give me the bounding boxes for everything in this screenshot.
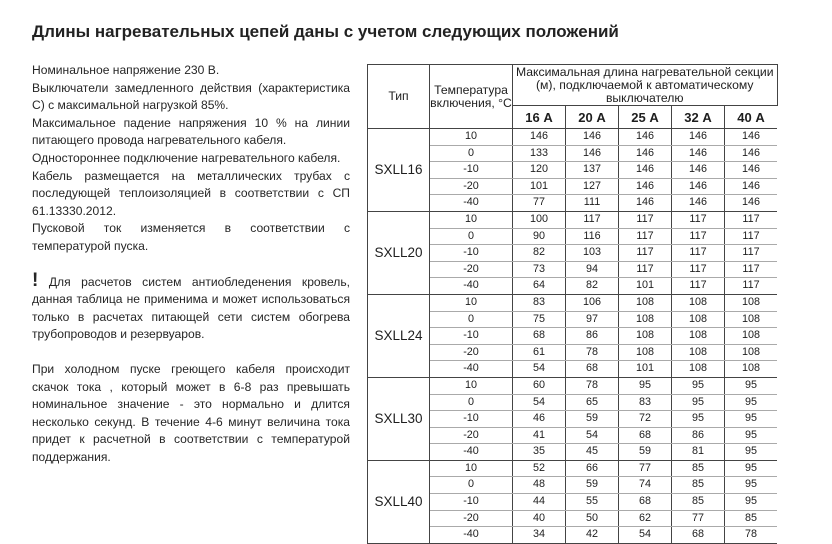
- table-row: [368, 460, 778, 477]
- length-cell: 117: [725, 278, 778, 295]
- length-cell: 86: [566, 328, 619, 345]
- note-warning: [32, 269, 350, 344]
- length-cell: 117: [619, 261, 672, 278]
- table-row: [368, 228, 778, 245]
- length-cell: 68: [619, 427, 672, 444]
- length-cell: 41: [513, 427, 566, 444]
- amp-header: 16 А: [513, 106, 566, 129]
- temperature-cell: 10: [430, 294, 513, 311]
- length-cell: 146: [672, 145, 725, 162]
- length-cell: 85: [672, 460, 725, 477]
- length-cell: 108: [672, 328, 725, 345]
- length-cell: 146: [619, 145, 672, 162]
- temperature-cell: 10: [430, 460, 513, 477]
- length-cell: 94: [566, 261, 619, 278]
- length-cell: 117: [566, 211, 619, 228]
- table-row: [368, 411, 778, 428]
- length-cell: 85: [672, 477, 725, 494]
- length-cell: 40: [513, 510, 566, 527]
- length-cell: 78: [725, 527, 778, 544]
- temperature-cell: 10: [430, 129, 513, 146]
- table-row: [368, 427, 778, 444]
- length-cell: 106: [566, 294, 619, 311]
- length-cell: 82: [566, 278, 619, 295]
- length-cell: 108: [725, 328, 778, 345]
- length-cell: 66: [566, 460, 619, 477]
- table-row: [368, 261, 778, 278]
- length-cell: 59: [566, 411, 619, 428]
- temperature-cell: 10: [430, 377, 513, 394]
- length-cell: 59: [619, 444, 672, 461]
- length-cell: 117: [672, 228, 725, 245]
- table-row: [368, 129, 778, 146]
- temperature-cell: -40: [430, 278, 513, 295]
- temperature-cell: -20: [430, 178, 513, 195]
- table-row: [368, 444, 778, 461]
- length-cell: 54: [566, 427, 619, 444]
- length-cell: 108: [725, 294, 778, 311]
- length-cell: 95: [725, 427, 778, 444]
- length-cell: 146: [672, 195, 725, 212]
- temperature-cell: 0: [430, 311, 513, 328]
- length-cell: 81: [672, 444, 725, 461]
- length-cell: 75: [513, 311, 566, 328]
- length-cell: 108: [619, 344, 672, 361]
- length-cell: 146: [672, 178, 725, 195]
- length-cell: 117: [619, 211, 672, 228]
- length-cell: 117: [725, 245, 778, 262]
- length-cell: 68: [672, 527, 725, 544]
- length-cell: 117: [672, 278, 725, 295]
- length-cell: 95: [672, 394, 725, 411]
- length-cell: 90: [513, 228, 566, 245]
- length-cell: 48: [513, 477, 566, 494]
- length-cell: 83: [513, 294, 566, 311]
- length-cell: 62: [619, 510, 672, 527]
- length-cell: 78: [566, 344, 619, 361]
- amp-header: 40 А: [725, 106, 778, 129]
- table-row: [368, 344, 778, 361]
- exclamation-icon: !: [32, 269, 39, 291]
- length-cell: 146: [619, 178, 672, 195]
- length-cell: 146: [566, 145, 619, 162]
- length-cell: 74: [619, 477, 672, 494]
- length-cell: 101: [513, 178, 566, 195]
- table-row: [368, 394, 778, 411]
- length-cell: 103: [566, 245, 619, 262]
- temperature-cell: 0: [430, 477, 513, 494]
- table-row: [368, 195, 778, 212]
- length-cell: 108: [619, 328, 672, 345]
- length-cell: 95: [619, 377, 672, 394]
- length-cell: 146: [619, 162, 672, 179]
- temperature-cell: -10: [430, 245, 513, 262]
- length-cell: 146: [513, 129, 566, 146]
- length-cell: 97: [566, 311, 619, 328]
- length-cell: 111: [566, 195, 619, 212]
- length-cell: 117: [725, 211, 778, 228]
- temperature-cell: 0: [430, 228, 513, 245]
- length-cell: 117: [725, 228, 778, 245]
- table-row: [368, 294, 778, 311]
- table-row: [368, 361, 778, 378]
- length-cell: 45: [566, 444, 619, 461]
- note-start-current: Пусковой ток изменяется в соответствии с температурой пуска.: [32, 221, 350, 253]
- table-row: [368, 477, 778, 494]
- length-cell: 108: [672, 311, 725, 328]
- length-cell: 44: [513, 494, 566, 511]
- length-cell: 95: [725, 411, 778, 428]
- temperature-cell: -10: [430, 162, 513, 179]
- length-cell: 95: [725, 494, 778, 511]
- length-cell: 108: [672, 361, 725, 378]
- length-cell: 52: [513, 460, 566, 477]
- length-cell: 100: [513, 211, 566, 228]
- length-cell: 146: [725, 195, 778, 212]
- length-cell: 78: [566, 377, 619, 394]
- length-cell: 108: [672, 344, 725, 361]
- col-header-max-length: Максимальная длина нагревательной секции (м), подключаемой к автоматическому выключателю: [513, 65, 778, 106]
- length-cell: 95: [672, 377, 725, 394]
- length-cell: 95: [672, 411, 725, 428]
- table-row: [368, 178, 778, 195]
- temperature-cell: -10: [430, 494, 513, 511]
- length-cell: 35: [513, 444, 566, 461]
- length-cell: 55: [566, 494, 619, 511]
- temperature-cell: -20: [430, 344, 513, 361]
- length-cell: 42: [566, 527, 619, 544]
- length-cell: 46: [513, 411, 566, 428]
- length-cell: 68: [619, 494, 672, 511]
- length-cell: 54: [513, 361, 566, 378]
- temperature-cell: -40: [430, 361, 513, 378]
- page-title: Длины нагревательных цепей даны с учетом следующих положений: [32, 22, 619, 41]
- cable-type-cell: SXLL16: [368, 129, 430, 212]
- length-cell: 59: [566, 477, 619, 494]
- temperature-cell: -10: [430, 411, 513, 428]
- length-cell: 85: [672, 494, 725, 511]
- length-cell: 108: [725, 344, 778, 361]
- length-cell: 77: [672, 510, 725, 527]
- length-cell: 64: [513, 278, 566, 295]
- table-row: [368, 328, 778, 345]
- cable-type-cell: SXLL30: [368, 377, 430, 460]
- temperature-cell: -20: [430, 510, 513, 527]
- temperature-cell: -20: [430, 427, 513, 444]
- note-voltage: Номинальное напряжение 230 В.: [32, 63, 220, 77]
- length-cell: 60: [513, 377, 566, 394]
- length-cell: 146: [725, 178, 778, 195]
- table-row: [368, 278, 778, 295]
- length-cell: 117: [672, 245, 725, 262]
- note-breakers: Выключатели замедленного действия (характеристика С) с максимальной нагрузкой 85%.: [32, 80, 350, 113]
- length-cell: 146: [566, 129, 619, 146]
- temperature-cell: 0: [430, 394, 513, 411]
- length-cell: 54: [619, 527, 672, 544]
- cable-type-cell: SXLL40: [368, 460, 430, 543]
- amp-header: 20 А: [566, 106, 619, 129]
- length-cell: 137: [566, 162, 619, 179]
- length-cell: 95: [725, 394, 778, 411]
- temperature-cell: 10: [430, 211, 513, 228]
- length-cell: 65: [566, 394, 619, 411]
- length-cell: 117: [672, 261, 725, 278]
- table-row: [368, 494, 778, 511]
- length-cell: 77: [619, 460, 672, 477]
- length-cell: 117: [725, 261, 778, 278]
- length-cell: 86: [672, 427, 725, 444]
- length-cell: 95: [725, 444, 778, 461]
- note-connection: Одностороннее подключение нагревательного кабеля.: [32, 150, 341, 165]
- length-cell: 108: [725, 361, 778, 378]
- amp-header: 25 А: [619, 106, 672, 129]
- cable-type-cell: SXLL20: [368, 211, 430, 294]
- length-cell: 101: [619, 361, 672, 378]
- length-cell: 95: [725, 460, 778, 477]
- table-row: [368, 162, 778, 179]
- length-cell: 120: [513, 162, 566, 179]
- length-cell: 116: [566, 228, 619, 245]
- length-cell: 127: [566, 178, 619, 195]
- length-cell: 72: [619, 411, 672, 428]
- temperature-cell: 0: [430, 145, 513, 162]
- notes-column: [32, 62, 350, 466]
- length-cell: 82: [513, 245, 566, 262]
- note-voltage-drop: Максимальное падение напряжения 10 % на линии питающего провода нагревательного кабеля.: [32, 115, 350, 148]
- length-cell: 108: [619, 311, 672, 328]
- length-cell: 146: [725, 162, 778, 179]
- length-cell: 68: [513, 328, 566, 345]
- length-cell: 108: [619, 294, 672, 311]
- length-cell: 83: [619, 394, 672, 411]
- length-cell: 133: [513, 145, 566, 162]
- note-cold-start: При холодном пуске греющего кабеля происходит скачок тока , который может в 6-8 раз превышать номинальное значение - это нормально и длится несколько секунд. В течение 4-6 минут величина тока придет к расчетной в соответствии с температурой поддержания.: [32, 361, 350, 464]
- temperature-cell: -10: [430, 328, 513, 345]
- length-cell: 146: [672, 129, 725, 146]
- length-cell: 95: [725, 477, 778, 494]
- length-cell: 146: [725, 145, 778, 162]
- table-row: [368, 510, 778, 527]
- table-row: [368, 311, 778, 328]
- cable-type-cell: SXLL24: [368, 294, 430, 377]
- length-cell: 146: [672, 162, 725, 179]
- length-cell: 117: [672, 211, 725, 228]
- heating-length-table: [367, 64, 778, 544]
- col-header-temp: Температура включения, °С: [430, 65, 513, 129]
- length-cell: 95: [725, 377, 778, 394]
- length-cell: 146: [619, 195, 672, 212]
- note-placement: Кабель размещается на металлических трубах с последующей теплоизоляцией в соответствии с СП 61.13330.2012.: [32, 168, 350, 218]
- length-cell: 73: [513, 261, 566, 278]
- table-row: [368, 527, 778, 544]
- length-cell: 117: [619, 245, 672, 262]
- length-cell: 54: [513, 394, 566, 411]
- table-row: [368, 377, 778, 394]
- length-cell: 61: [513, 344, 566, 361]
- temperature-cell: -40: [430, 195, 513, 212]
- length-cell: 50: [566, 510, 619, 527]
- length-cell: 146: [619, 129, 672, 146]
- length-cell: 108: [725, 311, 778, 328]
- length-cell: 101: [619, 278, 672, 295]
- table-row: [368, 245, 778, 262]
- table-row: [368, 145, 778, 162]
- col-header-type: Тип: [368, 65, 430, 129]
- temperature-cell: -40: [430, 527, 513, 544]
- amp-header: 32 А: [672, 106, 725, 129]
- temperature-cell: -20: [430, 261, 513, 278]
- length-cell: 108: [672, 294, 725, 311]
- length-cell: 146: [725, 129, 778, 146]
- length-cell: 68: [566, 361, 619, 378]
- warning-text: Для расчетов систем антиобледенения кровель, данная таблица не применима и может использоваться только в расчетах питающей сети систем обогрева трубопроводов и резервуаров.: [32, 274, 350, 342]
- length-cell: 85: [725, 510, 778, 527]
- length-cell: 117: [619, 228, 672, 245]
- length-cell: 77: [513, 195, 566, 212]
- length-cell: 34: [513, 527, 566, 544]
- table-row: [368, 211, 778, 228]
- temperature-cell: -40: [430, 444, 513, 461]
